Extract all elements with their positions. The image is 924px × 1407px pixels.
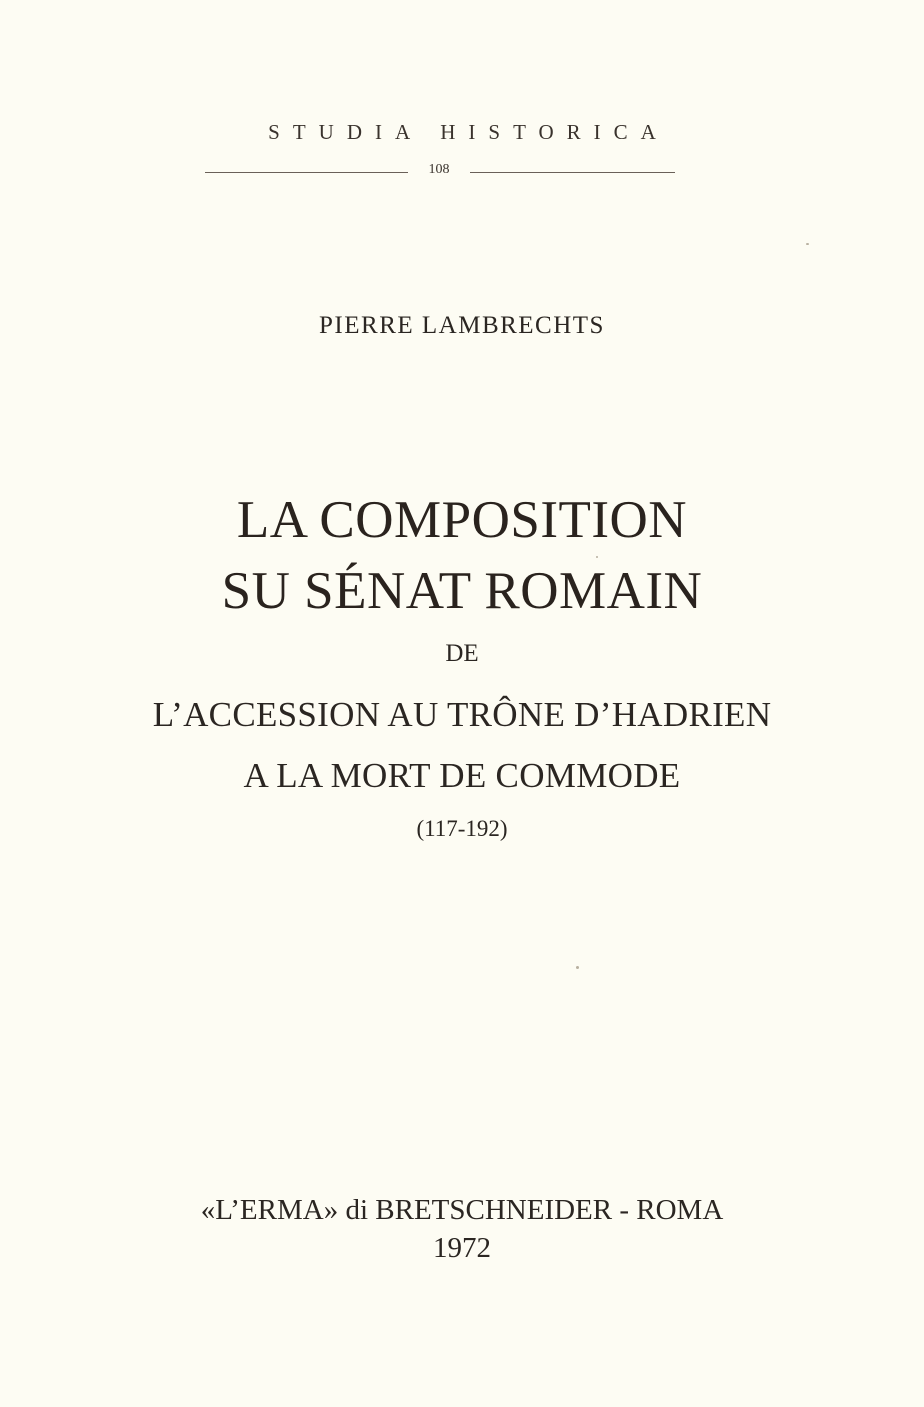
series-number: 108 (428, 162, 450, 177)
series-rule-left (205, 172, 408, 173)
author-name: PIERRE LAMBRECHTS (319, 312, 605, 339)
series-name: STUDIA HISTORICA (268, 120, 669, 144)
paper-speck (576, 966, 579, 969)
paper-speck (596, 556, 598, 558)
title-line-1: LA COMPOSITION (236, 491, 688, 549)
title-line-2: SU SÉNAT ROMAIN (221, 562, 703, 620)
subtitle-connector: DE (445, 640, 479, 667)
subtitle-line-1: L’ACCESSION AU TRÔNE D’HADRIEN (152, 695, 772, 734)
subtitle-dates: (117-192) (416, 816, 508, 841)
subtitle-line-2: A LA MORT DE COMMODE (243, 756, 681, 795)
publication-year: 1972 (433, 1232, 491, 1264)
series-rule-right (470, 172, 675, 173)
paper-speck (806, 243, 809, 245)
publisher-imprint: «L’ERMA» di BRETSCHNEIDER - ROMA (200, 1194, 724, 1226)
